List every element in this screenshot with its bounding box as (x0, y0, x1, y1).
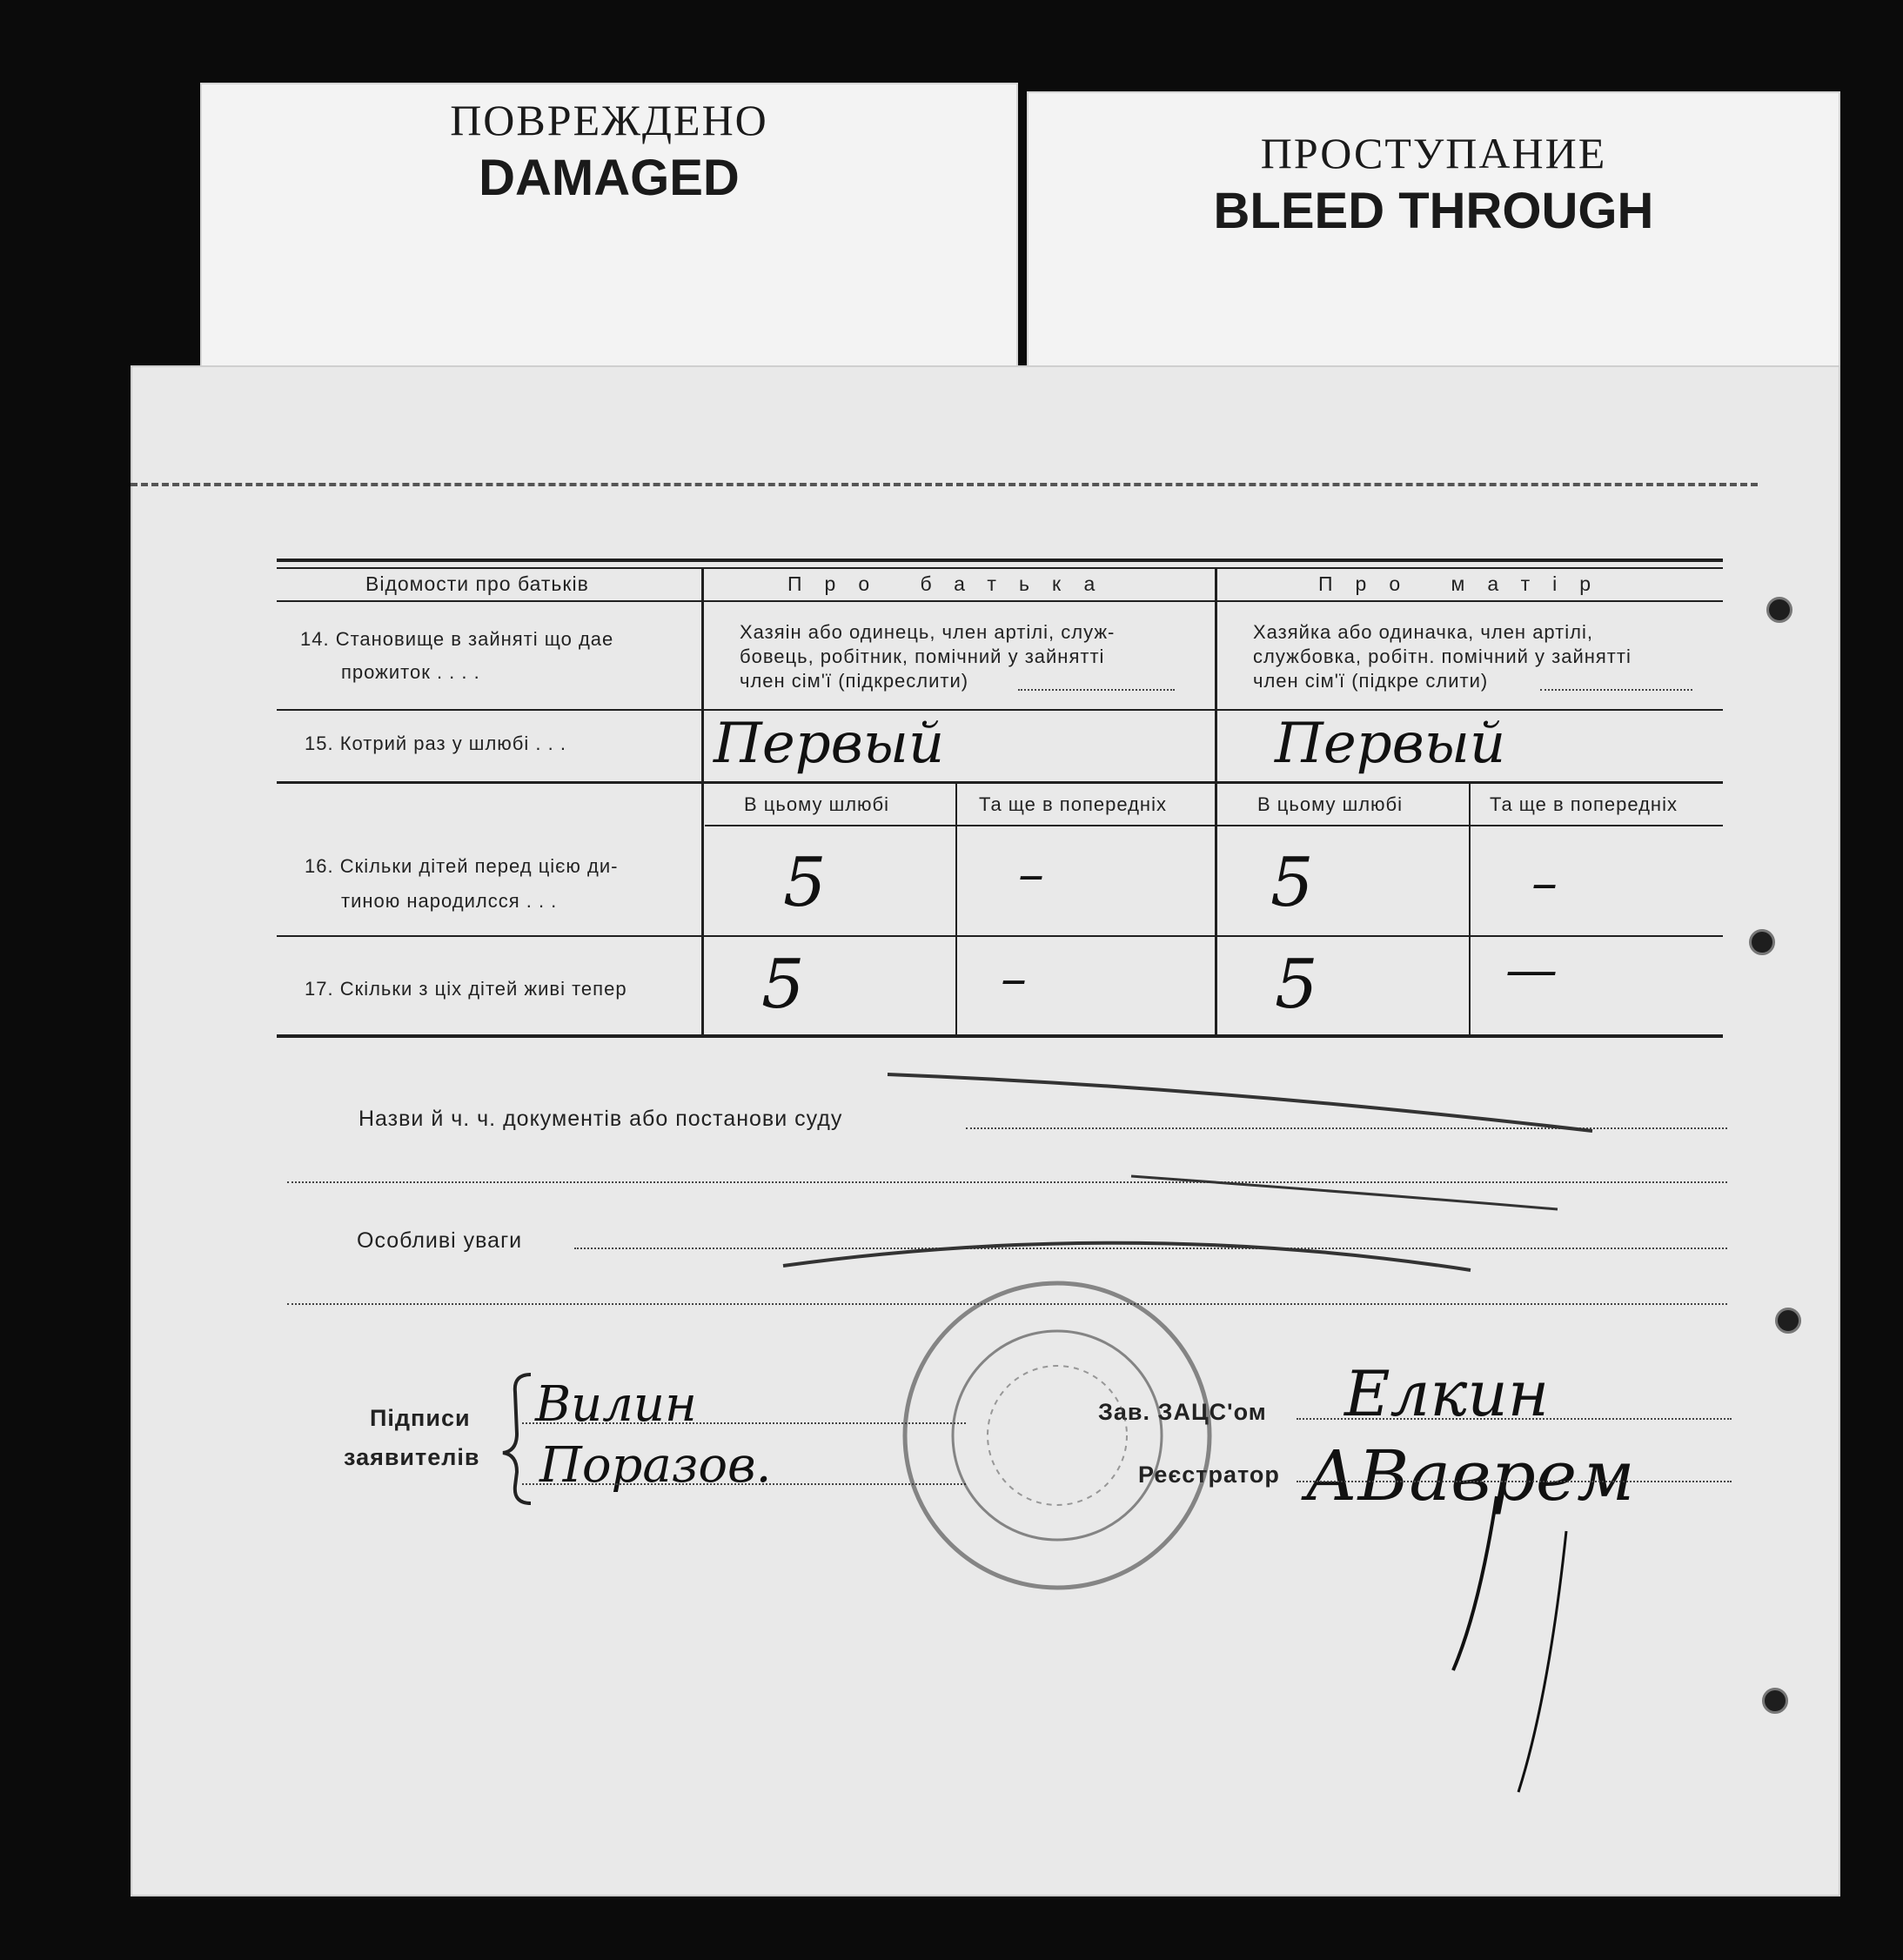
subheader-mother-this: В цьому шлюбі (1257, 793, 1404, 815)
row16-father-previous: – (1018, 844, 1044, 905)
applicant-signature-1: Вилин (535, 1376, 697, 1433)
registrar-tail-stroke-2 (1518, 1531, 1566, 1792)
row14-mother-line1: Хазяйка або одиначка, член артілі, (1253, 621, 1593, 643)
row17-mother-previous: — (1505, 940, 1558, 1000)
row16-label-line2: тиною народилсся . . . (341, 890, 558, 912)
signatures-label-line1: Підписи (370, 1405, 471, 1431)
signatures-brace (503, 1375, 531, 1503)
row14-mother-line2: службовка, робітн. помічний у зайнятті (1253, 646, 1632, 667)
subheader-father-previous: Та ще в попередніх (979, 793, 1167, 815)
bleed-stroke-1 (888, 1074, 1592, 1131)
head-signature: Елкин (1344, 1357, 1550, 1430)
row17-label: 17. Скільки з ціх дітей живі тепер (305, 978, 627, 1000)
row16-mother-previous: – (1531, 853, 1558, 913)
row15-label: 15. Котрий раз у шлюбі . . . (305, 732, 566, 754)
bleed-through-label-ru: ПРОСТУПАНИЕ (1260, 129, 1607, 177)
row15-mother-handwritten: Первый (1275, 712, 1506, 776)
binder-hole-3 (1775, 1308, 1801, 1334)
row17-father-this: 5 (761, 946, 805, 1024)
registrar-label: Реєстратор (1138, 1462, 1280, 1488)
registrar-tail-stroke (1453, 1496, 1497, 1670)
registrar-signature: АВаврем (1305, 1435, 1635, 1516)
row15-father-handwritten: Первый (714, 712, 945, 776)
bleed-stroke-3 (783, 1243, 1471, 1270)
applicant-signature-2: Поразов. (539, 1437, 772, 1494)
row14-mother-line3: член сім'ї (підкре слити) (1253, 670, 1489, 692)
row14-label-line1: 14. Становище в зайняті що дае (300, 628, 614, 650)
official-stamp (905, 1283, 1209, 1588)
subheader-father-this: В цьому шлюбі (744, 793, 890, 815)
head-label: Зав. ЗАЦС'ом (1098, 1399, 1267, 1425)
signatures-label-line2: заявителів (344, 1444, 480, 1470)
header-parents-info: Відомости про батьків (365, 572, 589, 595)
row14-father-line3: член сім'ї (підкреслити) (740, 670, 969, 692)
bleed-through-label-en: BLEED THROUGH (1213, 183, 1654, 239)
damaged-label-en: DAMAGED (479, 150, 740, 206)
row17-father-previous: – (1001, 948, 1027, 1009)
binder-hole-2 (1749, 929, 1775, 955)
row17-mother-this: 5 (1275, 946, 1318, 1024)
binder-hole-4 (1762, 1688, 1788, 1714)
header-father: Про батька (787, 572, 1118, 595)
subheader-mother-previous: Та ще в попередніх (1490, 793, 1678, 815)
bleed-stroke-2 (1131, 1176, 1558, 1209)
row14-father-line1: Хазяін або одинець, член артілі, служ- (740, 621, 1116, 643)
row16-father-this: 5 (783, 844, 827, 922)
documents-label: Назви й ч. ч. документів або постанови суду (358, 1107, 843, 1131)
damaged-label-ru: ПОВРЕЖДЕНО (450, 96, 768, 144)
row14-father-line2: бовець, робітник, помічний у зайнятті (740, 646, 1105, 667)
remarks-label: Особливі уваги (357, 1228, 523, 1253)
row16-label-line1: 16. Скільки дітей перед цією ди- (305, 855, 619, 877)
row14-label-line2: прожиток . . . . (341, 661, 480, 683)
row16-mother-this: 5 (1270, 844, 1314, 922)
binder-hole-1 (1766, 597, 1792, 623)
header-mother: Про матір (1318, 572, 1614, 595)
